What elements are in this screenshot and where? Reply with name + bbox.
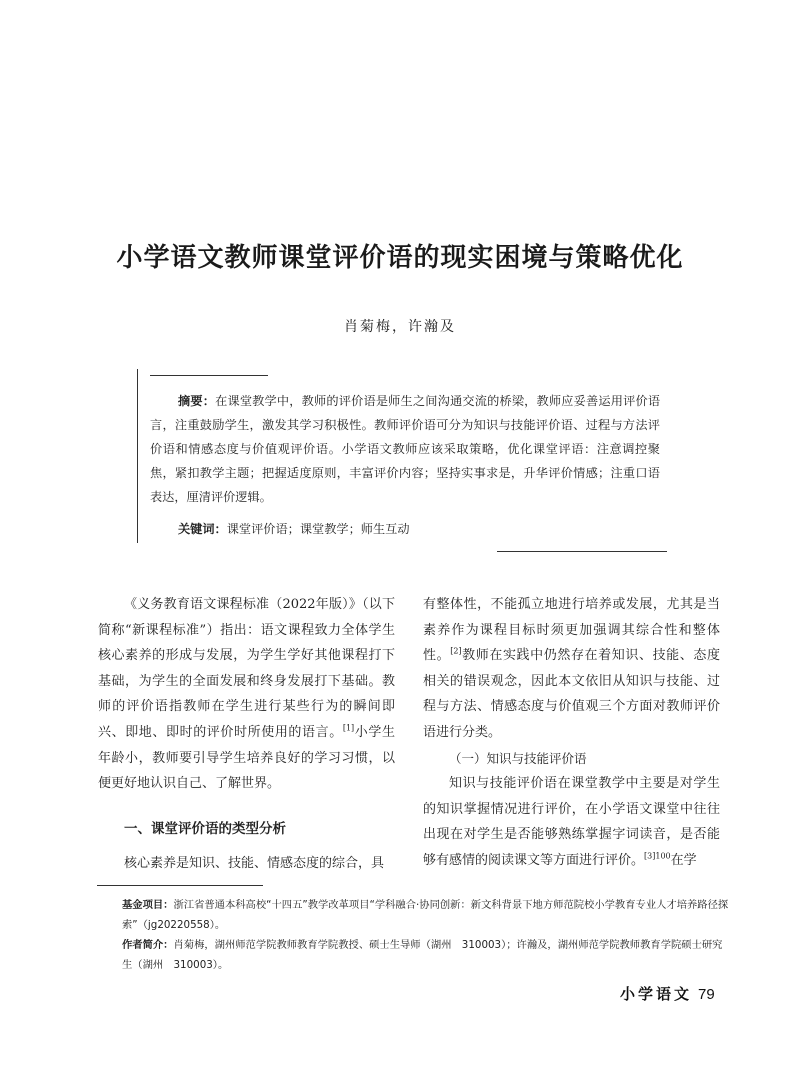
paragraph-text: 核心素养是知识、技能、情感态度的综合，具: [124, 856, 385, 872]
keywords-text: 课堂评价语；课堂教学；师生互动: [226, 522, 410, 536]
abstract-top-rule: [150, 375, 268, 376]
paragraph: [98, 592, 395, 797]
abstract-bottom-rule: [497, 551, 667, 552]
page-number: 79: [698, 986, 715, 1003]
fund-label: 基金项目：: [122, 899, 174, 911]
citation-ref: [2]: [450, 646, 462, 656]
paragraph: [423, 771, 720, 873]
abstract-text: 在课堂教学中，教师的评价语是师生之间沟通交流的桥梁，教师应妥善运用评价语言，注重鼓励学生，激发其学习积极性。教师评价语可分为知识与技能评价语、过程与方法评价语和情感态度与价值观评价语。小学语文教师应该采取策略，优化课堂评语：注意调控聚焦，紧扣教学主题；把握适度原则，丰富评价内容；坚持实事求是，升华评价情感；注重口语表达，厘清评价逻辑。: [150, 394, 661, 504]
abstract-label: 摘要：: [178, 394, 216, 408]
author-text: 肖菊梅，湖州师范学院教师教育学院教授、硕士生导师（湖州 310003）；许瀚及，湖州师范学院教师教育学院硕士研究生（湖州 310003）。: [122, 939, 723, 971]
subsection-heading: （一）知识与技能评价语: [449, 750, 587, 766]
abstract-side-rule: [137, 369, 138, 543]
paragraph-text: 小学生年龄小，教师要引导学生培养良好的学习习惯，以便更好地认识自己、了解世界。: [98, 724, 395, 792]
left-column: [98, 592, 395, 877]
citation-ref: [1]: [342, 723, 355, 733]
right-column: [423, 592, 720, 874]
citation-ref: [3]100: [644, 851, 671, 861]
paragraph-text: 有整体性，不能孤立地进行培养或发展，尤其是当素养作为课程目标时须更加强调其综合性和整体性。: [423, 597, 720, 664]
abstract: [150, 389, 660, 509]
author-label: 作者简介：: [122, 939, 174, 951]
footnote-fund: [122, 895, 732, 935]
journal-name: 小学语文: [620, 985, 693, 1003]
paragraph: [423, 592, 720, 746]
keywords-label: 关键词：: [178, 522, 227, 536]
section-heading: 一、课堂评价语的类型分析: [124, 820, 286, 837]
paragraph-text: 知识与技能评价语在课堂教学中主要是对学生的知识掌握情况进行评价，在小学语文课堂中往往出现在对学生是否能够熟练掌握字词读音，是否能够有感情的阅读课文等方面进行评价。: [423, 776, 720, 868]
paragraph-text: 教师在实践中仍然存在着知识、技能、态度相关的错误观念，因此本文依旧从知识与技能、过程与方法、情感态度与价值观三个方面对教师评价语进行分类。: [423, 648, 720, 740]
paragraph-text: 在学: [670, 852, 697, 868]
footnote-rule: [97, 885, 263, 886]
keywords: [178, 517, 658, 541]
fund-text: 浙江省普通本科高校“十四五”教学改革项目“学科融合·协同创新：新文科背景下地方师范院校小学教育专业人才培养路径探索”（jg20220558）。: [122, 899, 729, 931]
footnote-author: [122, 935, 732, 975]
paragraph-text: 《义务教育语文课程标准（2022年版）》（以下简称“新课程标准”）指出：语文课程致力全体学生核心素养的形成与发展，为学生学好其他课程打下基础，为学生的全面发展和终身发展打下基础。教师的评价语指教师在学生进行某些行为的瞬间即兴、即地、即时的评价时所使用的语言。: [98, 597, 395, 740]
page-title: 小学语文教师课堂评价语的现实困境与策略优化: [116, 243, 684, 273]
authors: 肖菊梅，许瀚及: [344, 319, 456, 335]
page-footer: [620, 983, 715, 1004]
